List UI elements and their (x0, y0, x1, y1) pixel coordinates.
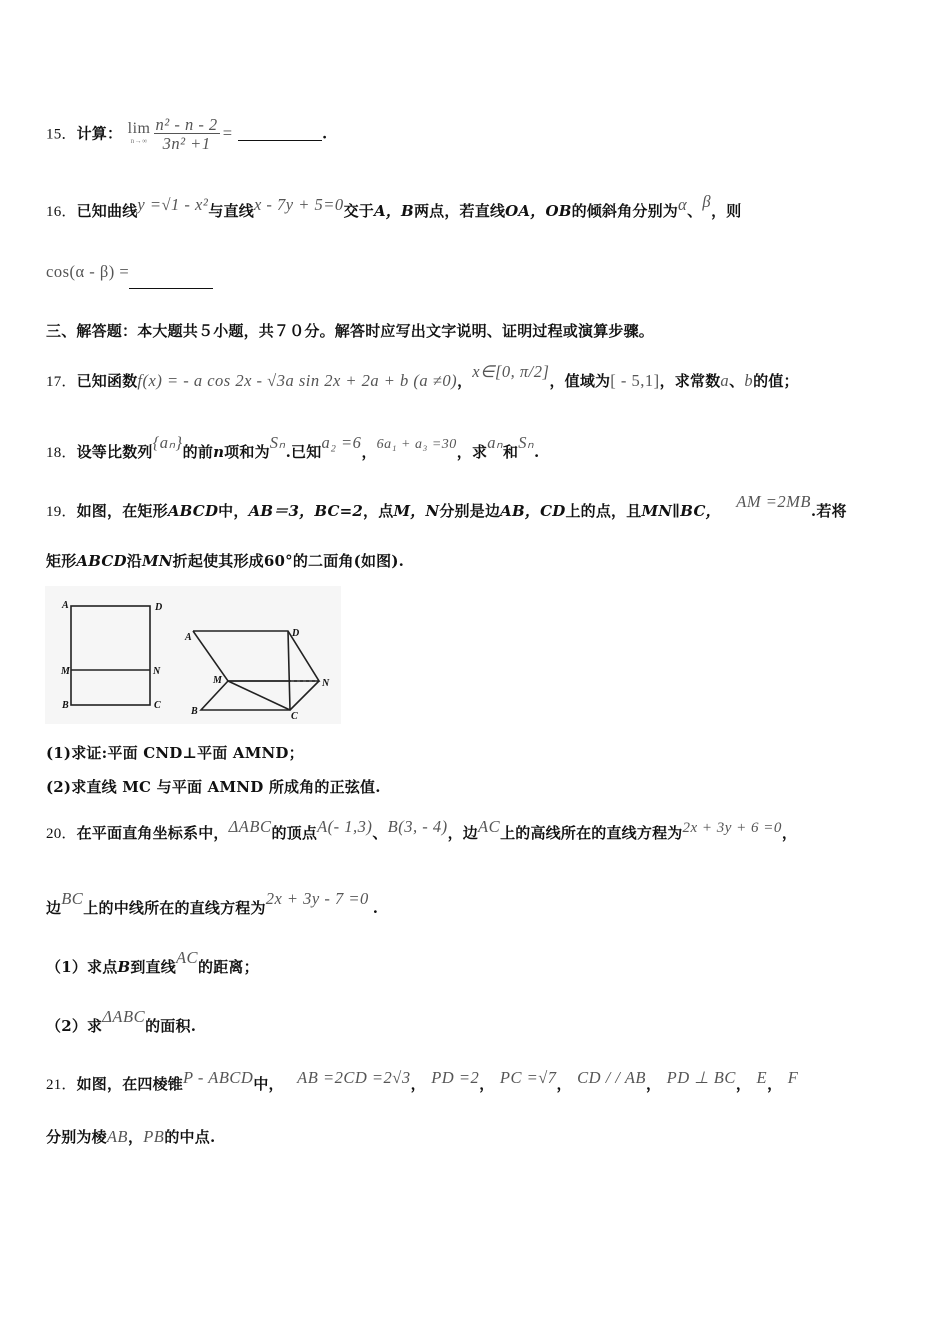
separator: ， (410, 1075, 426, 1093)
label-b-folded: B (191, 706, 198, 717)
point-f: F (787, 1068, 799, 1087)
points-label: A，B (374, 202, 414, 220)
range-expression: [ - 5,1] (610, 371, 660, 390)
condition-5: PD ⊥ BC (666, 1068, 736, 1087)
separator: ， (556, 1075, 572, 1093)
text: ， (457, 372, 473, 390)
pyramid-symbol: P - ABCD (183, 1068, 254, 1087)
text: 矩形 (46, 552, 77, 570)
text: 与直线 (208, 202, 254, 220)
text: 的顶点 (271, 824, 318, 842)
label-n: N (153, 666, 161, 677)
question-number: 15． (46, 126, 77, 143)
text: 已知函数 (76, 372, 138, 390)
text: 如图，在四棱锥 (76, 1075, 184, 1093)
separator: ， (361, 443, 377, 461)
separator: ， (646, 1075, 662, 1093)
separator: ， (767, 1075, 783, 1093)
sn-symbol: Sₙ (518, 433, 535, 452)
text: 中， (218, 502, 249, 520)
separator: ， (479, 1075, 495, 1093)
period: . (321, 124, 328, 143)
question-19-sub-2: (2)求直线 MC 与平面 AMND 所成角的正弦值. (46, 778, 381, 796)
question-16 (46, 192, 742, 221)
question-20-sub-2 (46, 1007, 197, 1036)
text: .若将 (810, 502, 847, 520)
text: 分别是边 (439, 502, 501, 520)
question-number: 17． (46, 374, 77, 390)
point-e: E (756, 1068, 768, 1087)
period: . (534, 443, 540, 461)
text: 上的高线所在的直线方程为 (500, 824, 683, 842)
condition-3: PC =√7 (499, 1068, 557, 1087)
question-19-sub-1: (1)求证:平面 CND⊥平面 AMND； (46, 744, 304, 762)
condition-4: CD / / AB (577, 1068, 646, 1087)
text: 的倾斜角分别为 (571, 202, 678, 220)
text: ， (781, 824, 798, 842)
answer-blank (129, 288, 213, 289)
text: 沿 (126, 552, 142, 570)
text: ，求 (456, 443, 488, 461)
text: 设等比数列 (76, 443, 153, 461)
angle-value: 60° (263, 552, 293, 570)
altitude-equation: 2x + 3y + 6 =0 (682, 820, 782, 836)
ratio-condition: AM =2MB (736, 492, 811, 511)
separator: 、 (729, 372, 745, 390)
question-21-line-2 (46, 1126, 215, 1147)
limit-fraction: $\frac{\text{n² - n - 2}}{\text{3n² +1}}$ (155, 115, 218, 153)
sum-symbol: Sₙ (269, 433, 286, 452)
label-n-folded: N (322, 678, 330, 689)
label-a-folded: A (185, 632, 192, 643)
sequence-symbol: {aₙ} (152, 433, 183, 452)
text: 上的中线所在的直线方程为 (83, 899, 266, 917)
text: ，求常数 (659, 372, 721, 390)
text: （2）求 (46, 1017, 103, 1035)
text: ，点 (363, 502, 394, 520)
median-equation: 2x + 3y - 7 =0 (265, 889, 369, 908)
text: 中， (253, 1075, 284, 1093)
question-15 (46, 116, 327, 153)
answer-blank (238, 140, 322, 141)
question-18 (46, 433, 540, 462)
point-b: B(3, - 4) (387, 817, 448, 836)
text: ，值域为 (549, 372, 611, 390)
text: 的中点. (164, 1128, 216, 1146)
text: 在平面直角坐标系中， (76, 824, 229, 842)
points-label: M，N (393, 502, 440, 520)
text: 的前 (182, 443, 214, 461)
question-19 (46, 492, 847, 521)
line-ac: AC (175, 948, 199, 967)
label-d-folded: D (292, 628, 300, 639)
text: 的二面角(如图). (292, 552, 405, 570)
label-m-folded: M (213, 675, 222, 686)
line-equation: x - 7y + 5=0 (253, 195, 344, 214)
rect-label: ABCD (76, 552, 127, 570)
text: 上的点，且 (565, 502, 642, 520)
question-number: 18． (46, 445, 77, 461)
label-m: M (61, 666, 70, 677)
question-17 (46, 362, 799, 391)
constant-a: a (720, 371, 730, 390)
text: 分别为棱 (46, 1128, 107, 1146)
text: ，则 (711, 202, 742, 220)
question-number: 16． (46, 204, 77, 220)
separator: 、 (372, 824, 388, 842)
label-d: D (155, 602, 163, 613)
question-20-sub-1 (46, 948, 259, 977)
label-c: C (154, 700, 161, 711)
text: 折起使其形成 (172, 552, 264, 570)
side-lengths: AB＝3，BC=2 (248, 502, 364, 520)
text: （1）求点 (46, 958, 118, 976)
function-expression: f(x) = - a cos 2x - √3a sin 2x + 2a + b (a ≠0) (137, 371, 458, 390)
edge-ab: AB (106, 1127, 128, 1146)
n-symbol: n (213, 443, 225, 461)
text: 到直线 (130, 958, 176, 976)
separator: ， (127, 1128, 144, 1146)
limit-operator: lim n→∞ (127, 119, 151, 145)
alpha-symbol: α (678, 195, 688, 214)
condition-1: AB =2CD =2√3 (297, 1068, 411, 1087)
label-c-folded: C (291, 711, 298, 722)
text: 和 (503, 443, 519, 461)
label-b: B (62, 700, 69, 711)
side-ac: AC (477, 817, 501, 836)
an-symbol: aₙ (487, 433, 504, 452)
question-number: 21． (46, 1077, 77, 1093)
question-20-line-2 (46, 889, 379, 918)
question-19-line-2 (46, 550, 404, 571)
text: 已知曲线 (76, 202, 138, 220)
condition-1: a₂ =6 (321, 433, 362, 452)
text: 项和为 (224, 443, 270, 461)
point-b-label: B (117, 958, 131, 976)
period: . (372, 899, 379, 917)
triangle-symbol: ΔABC (228, 817, 272, 836)
separator: ， (735, 1075, 752, 1093)
lines-label: OA，OB (505, 202, 572, 220)
edge-pb: PB (143, 1127, 165, 1146)
section-3-heading: 三、解答题：本大题共５小题，共７０分。解答时应写出文字说明、证明过程或演算步骤。 (46, 322, 655, 340)
domain-expression: x∈[0, π/2] (472, 362, 550, 381)
question-16-answer (46, 262, 213, 289)
parallel-condition: MN∥BC， (641, 502, 721, 520)
equals-sign: = (222, 123, 233, 143)
text: 两点，若直线 (413, 202, 506, 220)
sides-label: AB，CD (500, 502, 566, 520)
curve-equation: y =√1 - x² (137, 195, 209, 214)
question-21 (46, 1068, 799, 1094)
beta-symbol: β (702, 192, 712, 211)
text: 的距离； (198, 958, 259, 976)
text: ，边 (447, 824, 478, 842)
question-number: 19． (46, 504, 77, 520)
condition-2: PD =2 (431, 1068, 480, 1087)
text: 交于 (343, 202, 375, 220)
text: .已知 (285, 443, 322, 461)
triangle-symbol: ΔABC (102, 1007, 146, 1026)
fold-line-label: MN (141, 552, 173, 570)
rect-label: ABCD (167, 502, 219, 520)
point-a: A(- 1,3) (317, 817, 373, 836)
cos-expression: cos(α - β) = (46, 262, 130, 281)
text: 边 (46, 899, 62, 917)
text: 的面积. (145, 1017, 197, 1035)
text: 如图，在矩形 (76, 502, 168, 520)
text: 的值； (753, 372, 799, 390)
separator: 、 (687, 202, 703, 220)
question-20 (46, 817, 798, 843)
question-label: 计算： (76, 124, 123, 143)
constant-b: b (744, 371, 754, 390)
side-bc: BC (61, 889, 84, 908)
question-number: 20． (46, 826, 77, 842)
condition-2: 6a₁ + a₃ =30 (376, 437, 457, 452)
q19-figure (45, 586, 341, 724)
label-a: A (62, 600, 69, 611)
